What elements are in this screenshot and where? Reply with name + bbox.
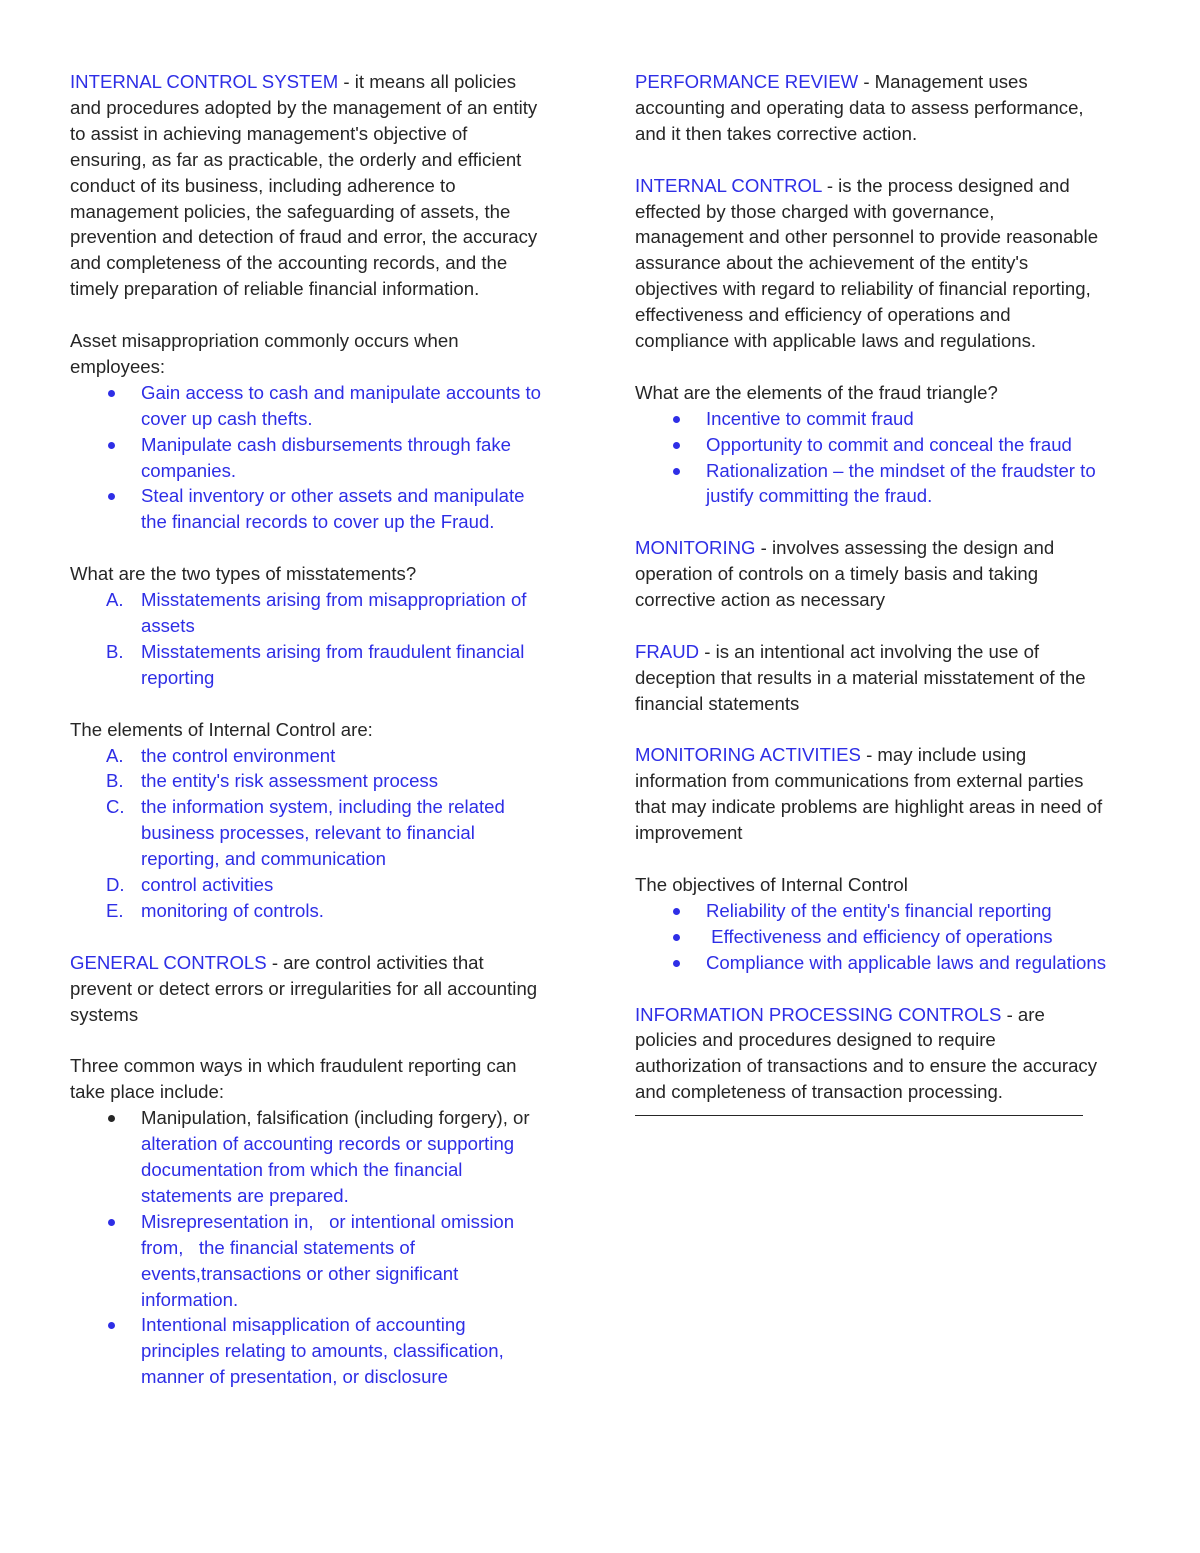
line: and it then takes corrective action. bbox=[635, 122, 918, 144]
internal-control-objectives-list bbox=[635, 898, 1135, 976]
bullet-icon bbox=[108, 493, 115, 500]
line: authorization of transactions and to ensure the accuracy bbox=[635, 1055, 1098, 1077]
list-item: Reliability of the entity's financial reporting bbox=[635, 898, 1135, 924]
misstatement-types-section bbox=[70, 561, 570, 691]
list-item: B. Misstatements arising from fraudulent financial reporting bbox=[106, 640, 525, 688]
bullet-icon bbox=[108, 442, 115, 449]
internal-control-elements-section bbox=[70, 717, 570, 924]
line: assurance about the achievement of the entity's bbox=[635, 252, 1029, 274]
list-item: C. the information system, including the related business processes, relevant to financial reporting, and communication bbox=[106, 796, 505, 870]
internal-control-objectives-section bbox=[635, 872, 1135, 976]
right-column bbox=[635, 69, 1135, 1116]
internal-control-system-definition bbox=[70, 69, 570, 302]
list-item: Manipulate cash disbursements through fake companies. bbox=[70, 432, 570, 484]
line: and completeness of transaction processing. bbox=[635, 1081, 1003, 1103]
term: INTERNAL CONTROL SYSTEM bbox=[70, 71, 339, 92]
line: conduct of its business, including adherence to bbox=[70, 174, 456, 196]
line: - are bbox=[1001, 1003, 1045, 1025]
fraud-definition bbox=[635, 639, 1135, 717]
intro-line: Three common ways in which fraudulent reporting can bbox=[70, 1055, 517, 1077]
list-item: Incentive to commit fraud bbox=[635, 406, 1135, 432]
list-item: A. Misstatements arising from misappropriation of assets bbox=[106, 589, 527, 636]
fraud-triangle-section bbox=[635, 380, 1135, 510]
line: and completeness of the accounting records, and the bbox=[70, 252, 508, 274]
term: PERFORMANCE REVIEW bbox=[635, 71, 859, 92]
internal-control-elements-list bbox=[70, 743, 570, 924]
line: accounting and operating data to assess performance, bbox=[635, 96, 1084, 118]
fraudulent-reporting-list bbox=[70, 1105, 570, 1390]
list-item: B. the entity's risk assessment process bbox=[70, 768, 570, 794]
bullet-icon bbox=[108, 1322, 115, 1329]
list-item: Opportunity to commit and conceal the fraud bbox=[635, 432, 1135, 458]
intro: The elements of Internal Control are: bbox=[70, 718, 373, 740]
line: objectives with regard to reliability of financial reporting, bbox=[635, 278, 1091, 300]
line: that may indicate problems are highlight areas in need of bbox=[635, 796, 1103, 818]
monitoring-activities-definition bbox=[635, 742, 1135, 846]
question: What are the two types of misstatements? bbox=[70, 563, 417, 585]
internal-control-definition bbox=[635, 173, 1135, 354]
list-item: Rationalization – the mindset of the fraudster to justify committing the fraud. bbox=[635, 458, 1135, 510]
intro: The objectives of Internal Control bbox=[635, 874, 908, 895]
question: What are the elements of the fraud triangle? bbox=[635, 381, 998, 403]
line: deception that results in a material misstatement of the bbox=[635, 666, 1086, 688]
bullet-icon bbox=[673, 934, 680, 941]
list-item: D. control activities bbox=[70, 872, 570, 898]
list-item: Steal inventory or other assets and manipulate the financial records to cover up the Fraud. bbox=[70, 483, 570, 535]
line: prevent or detect errors or irregularities for all accounting bbox=[70, 977, 538, 999]
line: - is the process designed and bbox=[821, 174, 1070, 196]
list-item: Compliance with applicable laws and regulations bbox=[635, 950, 1135, 976]
fraudulent-reporting-section bbox=[70, 1053, 570, 1390]
left-column bbox=[70, 69, 570, 1390]
line: policies and procedures designed to require bbox=[635, 1029, 996, 1051]
term: FRAUD bbox=[635, 640, 700, 662]
line: corrective action as necessary bbox=[635, 589, 886, 611]
line: timely preparation of reliable financial information. bbox=[70, 278, 480, 300]
line: management policies, the safeguarding of assets, the bbox=[70, 200, 511, 222]
list-item: Effectiveness and efficiency of operations bbox=[635, 924, 1135, 950]
intro-line: take place include: bbox=[70, 1081, 225, 1103]
line: effected by those charged with governance, bbox=[635, 200, 995, 222]
performance-review-definition bbox=[635, 69, 1135, 147]
list-marker: B. bbox=[106, 770, 124, 792]
list-marker: D. bbox=[106, 874, 125, 896]
list-item: Intentional misapplication of accounting principles relating to amounts, classification, manner of presentation, or disclosure bbox=[70, 1312, 570, 1390]
monitoring-definition bbox=[635, 535, 1135, 613]
line: - is an intentional act involving the use of bbox=[699, 640, 1040, 662]
list-marker: C. bbox=[106, 796, 125, 818]
bullet-icon bbox=[108, 1219, 115, 1226]
list-item: A. the control environment bbox=[70, 743, 570, 769]
line: management and other personnel to provide reasonable bbox=[635, 226, 1099, 248]
term: MONITORING ACTIVITIES bbox=[635, 744, 861, 766]
bullet-icon bbox=[673, 960, 680, 967]
line: financial statements bbox=[635, 692, 800, 714]
line: improvement bbox=[635, 822, 743, 844]
line: systems bbox=[70, 1003, 139, 1025]
term: INTERNAL CONTROL bbox=[635, 174, 822, 196]
line: to assist in achieving management's objective of bbox=[70, 122, 468, 144]
list-marker: E. bbox=[106, 899, 124, 921]
information-processing-controls-definition bbox=[635, 1002, 1135, 1106]
list-marker: A. bbox=[106, 744, 124, 766]
list-marker: B. bbox=[106, 640, 124, 662]
line: ensuring, as far as practicable, the orderly and efficient bbox=[70, 148, 522, 170]
bullet-icon bbox=[108, 1115, 115, 1122]
line: - involves assessing the design and bbox=[755, 537, 1055, 559]
line: - are control activities that bbox=[266, 951, 484, 973]
term: INFORMATION PROCESSING CONTROLS bbox=[635, 1003, 1002, 1025]
horizontal-rule bbox=[635, 1115, 1083, 1116]
bullet-icon bbox=[108, 390, 115, 397]
term: MONITORING bbox=[635, 537, 756, 559]
list-item: Gain access to cash and manipulate accounts to cover up cash thefts. bbox=[70, 380, 570, 432]
asset-misappropriation-list bbox=[70, 380, 570, 535]
line: - it means all policies bbox=[338, 71, 517, 92]
bullet-icon bbox=[673, 468, 680, 475]
line: information from communications from external parties bbox=[635, 770, 1084, 792]
line: effectiveness and efficiency of operations and bbox=[635, 304, 1011, 326]
bullet-icon bbox=[673, 442, 680, 449]
line: - Management uses bbox=[858, 71, 1028, 92]
bullet-icon bbox=[673, 908, 680, 915]
line: prevention and detection of fraud and error, the accuracy bbox=[70, 226, 538, 248]
fraud-triangle-list bbox=[635, 406, 1135, 510]
list-item: E. monitoring of controls. bbox=[70, 898, 570, 924]
list-marker: A. bbox=[106, 589, 124, 611]
list-item: Misrepresentation in, or intentional omission from, the financial statements of events,transactions or other significant information. bbox=[70, 1209, 570, 1313]
intro-line: employees: bbox=[70, 355, 166, 377]
line: and procedures adopted by the management of an entity bbox=[70, 96, 538, 118]
general-controls-definition bbox=[70, 950, 570, 1028]
asset-misappropriation-section bbox=[70, 328, 570, 535]
term: GENERAL CONTROLS bbox=[70, 951, 267, 973]
intro-line: Asset misappropriation commonly occurs when bbox=[70, 330, 459, 352]
list-item: Manipulation, falsification (including forgery), or alteration of accounting records or supporting documentation from which the financial statements are prepared. bbox=[70, 1105, 570, 1209]
line: operation of controls on a timely basis and taking bbox=[635, 563, 1039, 585]
line: compliance with applicable laws and regulations. bbox=[635, 330, 1037, 352]
bullet-icon bbox=[673, 416, 680, 423]
line: - may include using bbox=[860, 744, 1027, 766]
misstatement-types-list bbox=[70, 587, 570, 691]
